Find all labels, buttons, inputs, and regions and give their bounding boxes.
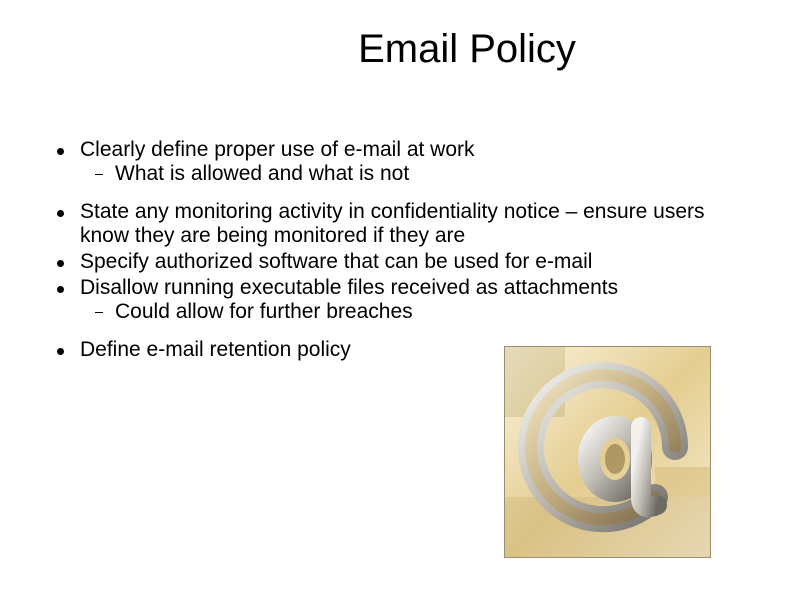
bullet-item: [54, 276, 754, 300]
bullet-list: [54, 138, 754, 362]
bullet-item: [54, 250, 754, 274]
at-sign-icon: [505, 347, 710, 557]
sub-bullet-item: [89, 300, 754, 324]
bullet-text: Specify authorized software that can be used for e-mail: [80, 250, 593, 273]
bullet-text: Clearly define proper use of e-mail at work: [80, 138, 475, 161]
bullet-dot-icon: [57, 210, 64, 217]
sub-bullet-text: What is allowed and what is not: [115, 162, 410, 185]
bullet-text: Disallow running executable files received as attachments: [80, 276, 619, 299]
dash-icon: [95, 312, 103, 313]
bullet-dot-icon: [57, 260, 64, 267]
bullet-item: [54, 138, 754, 162]
bullet-text: State any monitoring activity in confidentiality notice – ensure users know they are being monitored if they are: [80, 200, 705, 247]
bullet-dot-icon: [57, 348, 64, 355]
bullet-dot-icon: [57, 286, 64, 293]
sub-bullet-item: [89, 162, 754, 186]
bullet-dot-icon: [57, 148, 64, 155]
sub-bullet-text: Could allow for further breaches: [115, 300, 413, 323]
dash-icon: [95, 174, 103, 175]
bullet-item: [54, 200, 754, 248]
slide-title: Email Policy: [358, 27, 576, 71]
bullet-text: Define e-mail retention policy: [80, 338, 351, 361]
email-image: [504, 346, 711, 558]
